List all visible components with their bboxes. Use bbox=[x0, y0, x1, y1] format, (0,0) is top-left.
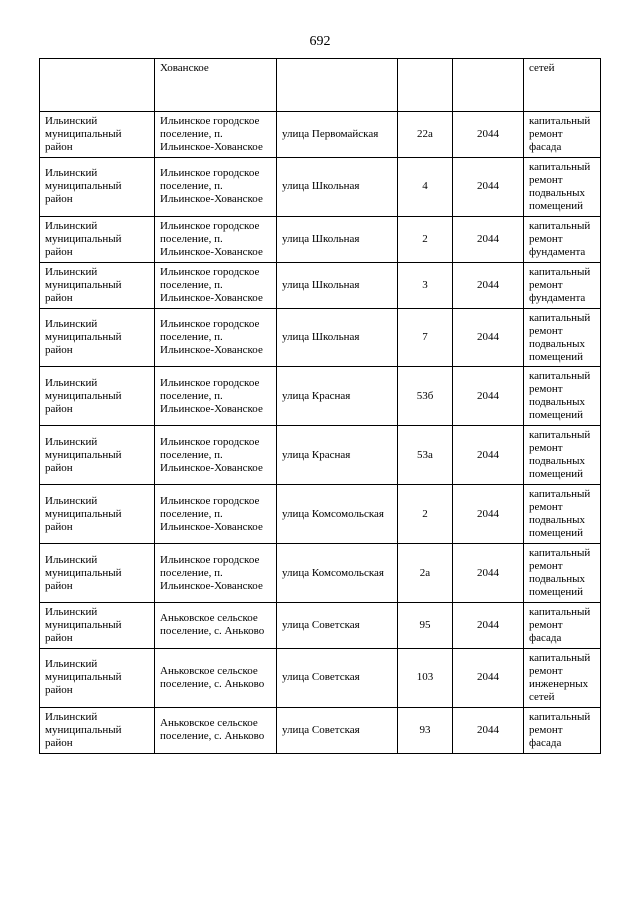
table-row bbox=[40, 648, 601, 707]
cell-street: улица Советская bbox=[277, 602, 398, 648]
cell-settlement: Ильинское городское поселение, п. Ильинское-Хованское bbox=[155, 112, 277, 158]
cell-year: 2044 bbox=[453, 426, 524, 485]
table-row bbox=[40, 602, 601, 648]
cell-settlement: Ильинское городское поселение, п. Ильинское-Хованское bbox=[155, 544, 277, 603]
repair-schedule-table bbox=[39, 58, 601, 754]
cell-settlement: Ильинское городское поселение, п. Ильинское-Хованское bbox=[155, 262, 277, 308]
cell-house: 53а bbox=[398, 426, 453, 485]
cell-settlement: Ильинское городское поселение, п. Ильинское-Хованское bbox=[155, 426, 277, 485]
cell-district: Ильинский муниципальный район bbox=[40, 544, 155, 603]
cell-district: Ильинский муниципальный район bbox=[40, 308, 155, 367]
cell-repair: капитальный ремонт подвальных помещений bbox=[524, 308, 601, 367]
cell-street: улица Школьная bbox=[277, 308, 398, 367]
cell-settlement: Аньковское сельское поселение, с. Аньково bbox=[155, 602, 277, 648]
cell-year: 2044 bbox=[453, 707, 524, 753]
cell-house: 7 bbox=[398, 308, 453, 367]
page-number: 692 bbox=[309, 34, 331, 49]
cell-repair: капитальный ремонт подвальных помещений bbox=[524, 485, 601, 544]
cell-house: 53б bbox=[398, 367, 453, 426]
cell-house bbox=[398, 59, 453, 112]
cell-house: 3 bbox=[398, 262, 453, 308]
cell-street: улица Красная bbox=[277, 367, 398, 426]
cell-street: улица Красная bbox=[277, 426, 398, 485]
table-row bbox=[40, 59, 601, 112]
cell-settlement: Ильинское городское поселение, п. Ильинское-Хованское bbox=[155, 485, 277, 544]
cell-street: улица Первомайская bbox=[277, 112, 398, 158]
cell-district: Ильинский муниципальный район bbox=[40, 262, 155, 308]
cell-year: 2044 bbox=[453, 308, 524, 367]
cell-house: 22а bbox=[398, 112, 453, 158]
cell-street: улица Комсомольская bbox=[277, 544, 398, 603]
cell-district bbox=[40, 59, 155, 112]
table-row bbox=[40, 485, 601, 544]
cell-settlement: Хованское bbox=[155, 59, 277, 112]
cell-street bbox=[277, 59, 398, 112]
cell-district: Ильинский муниципальный район bbox=[40, 648, 155, 707]
cell-year: 2044 bbox=[453, 544, 524, 603]
cell-district: Ильинский муниципальный район bbox=[40, 216, 155, 262]
cell-house: 2а bbox=[398, 544, 453, 603]
cell-district: Ильинский муниципальный район bbox=[40, 426, 155, 485]
table-row bbox=[40, 707, 601, 753]
cell-repair: капитальный ремонт фундамента bbox=[524, 216, 601, 262]
cell-house: 4 bbox=[398, 157, 453, 216]
cell-settlement: Аньковское сельское поселение, с. Аньково bbox=[155, 648, 277, 707]
cell-repair: капитальный ремонт подвальных помещений bbox=[524, 157, 601, 216]
cell-house: 2 bbox=[398, 216, 453, 262]
cell-house: 2 bbox=[398, 485, 453, 544]
cell-repair: капитальный ремонт подвальных помещений bbox=[524, 367, 601, 426]
cell-house: 103 bbox=[398, 648, 453, 707]
cell-house: 95 bbox=[398, 602, 453, 648]
cell-year: 2044 bbox=[453, 112, 524, 158]
cell-district: Ильинский муниципальный район bbox=[40, 367, 155, 426]
cell-street: улица Школьная bbox=[277, 157, 398, 216]
cell-repair: капитальный ремонт фундамента bbox=[524, 262, 601, 308]
cell-year: 2044 bbox=[453, 602, 524, 648]
table-row bbox=[40, 112, 601, 158]
cell-street: улица Школьная bbox=[277, 216, 398, 262]
cell-settlement: Ильинское городское поселение, п. Ильинское-Хованское bbox=[155, 157, 277, 216]
cell-repair: капитальный ремонт фасада bbox=[524, 707, 601, 753]
cell-repair: капитальный ремонт фасада bbox=[524, 112, 601, 158]
cell-house: 93 bbox=[398, 707, 453, 753]
cell-street: улица Советская bbox=[277, 648, 398, 707]
table-row bbox=[40, 262, 601, 308]
cell-district: Ильинский муниципальный район bbox=[40, 602, 155, 648]
cell-year: 2044 bbox=[453, 367, 524, 426]
cell-district: Ильинский муниципальный район bbox=[40, 112, 155, 158]
cell-year: 2044 bbox=[453, 648, 524, 707]
cell-repair: сетей bbox=[524, 59, 601, 112]
cell-district: Ильинский муниципальный район bbox=[40, 707, 155, 753]
cell-year: 2044 bbox=[453, 157, 524, 216]
cell-year: 2044 bbox=[453, 216, 524, 262]
cell-street: улица Комсомольская bbox=[277, 485, 398, 544]
table-row bbox=[40, 367, 601, 426]
cell-district: Ильинский муниципальный район bbox=[40, 485, 155, 544]
cell-settlement: Аньковское сельское поселение, с. Аньково bbox=[155, 707, 277, 753]
table-row bbox=[40, 308, 601, 367]
cell-repair: капитальный ремонт инженерных сетей bbox=[524, 648, 601, 707]
cell-district: Ильинский муниципальный район bbox=[40, 157, 155, 216]
cell-repair: капитальный ремонт подвальных помещений bbox=[524, 426, 601, 485]
table-row bbox=[40, 544, 601, 603]
cell-year bbox=[453, 59, 524, 112]
cell-settlement: Ильинское городское поселение, п. Ильинское-Хованское bbox=[155, 308, 277, 367]
cell-repair: капитальный ремонт фасада bbox=[524, 602, 601, 648]
cell-settlement: Ильинское городское поселение, п. Ильинское-Хованское bbox=[155, 216, 277, 262]
cell-repair: капитальный ремонт подвальных помещений bbox=[524, 544, 601, 603]
table-row bbox=[40, 426, 601, 485]
cell-settlement: Ильинское городское поселение, п. Ильинское-Хованское bbox=[155, 367, 277, 426]
cell-year: 2044 bbox=[453, 485, 524, 544]
table-row bbox=[40, 216, 601, 262]
cell-street: улица Школьная bbox=[277, 262, 398, 308]
cell-street: улица Советская bbox=[277, 707, 398, 753]
table-row bbox=[40, 157, 601, 216]
cell-year: 2044 bbox=[453, 262, 524, 308]
table-body bbox=[40, 59, 601, 754]
